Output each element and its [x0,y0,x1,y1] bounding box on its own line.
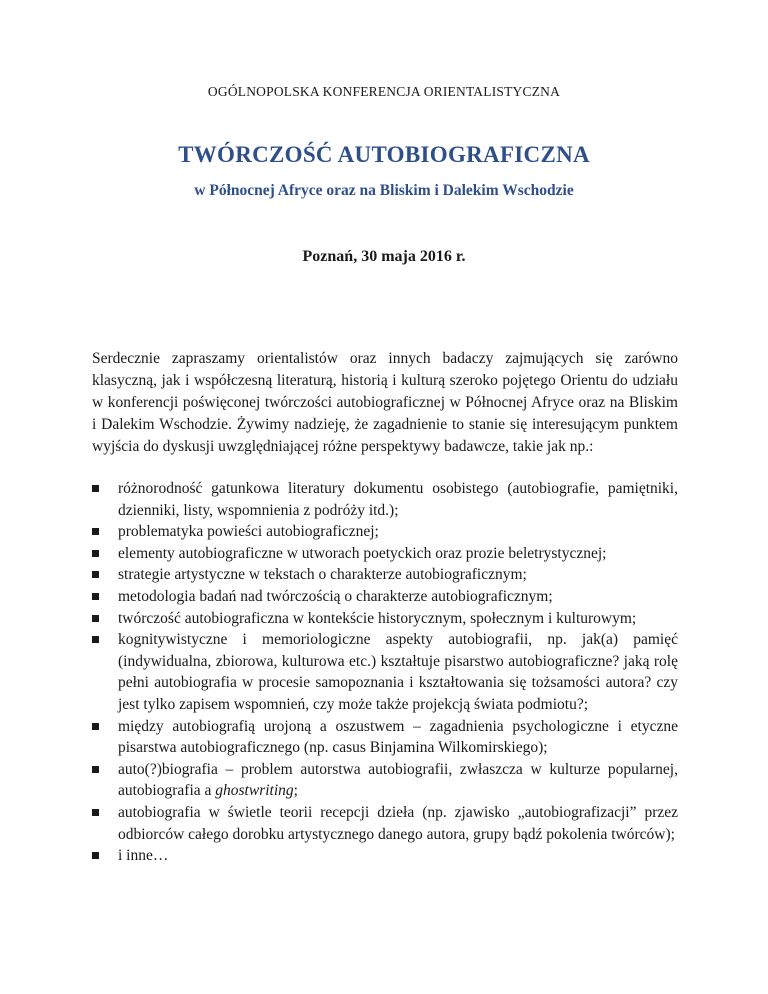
square-bullet-icon [92,528,99,535]
list-item [92,564,678,586]
square-bullet-icon [92,550,99,557]
list-item-text: różnorodność gatunkowa literatury dokumentu osobistego (autobiografie, pamiętniki, dzienniki, listy, wspomnienia z podróży itd.); [118,480,678,519]
square-bullet-icon [92,615,99,622]
list-item-text: i inne… [118,847,169,865]
list-item-text: autobiografia w świetle teorii recepcji dzieła (np. zjawisko „autobiografizacji” przez odbiorców całego dorobku artystycznego danego autora, grupy bądź pokolenia twórców); [118,803,678,843]
intro-paragraph: Serdecznie zapraszamy orientalistów oraz innych badaczy zajmujących się zarówno klasyczną, jak i współczesną literaturą, historią i kulturą szeroko pojętego Orientu do udziału w konferencji poświęconej twórczości autobiograficznej w Północnej Afryce oraz na Bliskim i Dalekim Wschodzie. Żywimy nadzieję, że zagadnienie to stanie się interesującym punktem wyjścia do dyskusji uwzględniającej różne perspektywy badawcze, takie jak np.: [92,350,678,455]
conference-title: TWÓRCZOŚĆ AUTOBIOGRAFICZNA [178,142,590,167]
list-item [92,521,678,543]
square-bullet-icon [92,809,99,816]
list-item [92,716,678,759]
list-item [92,845,678,867]
square-bullet-icon [92,723,99,730]
list-item-text: między autobiografią urojoną a oszustwem – zagadnienia psychologiczne i etyczne pisarstwa autobiograficznego (np. casus Binjamina Wilkomirskiego); [118,717,678,757]
topics-list [92,478,678,867]
conference-subtitle: w Północnej Afryce oraz na Bliskim i Dalekim Wschodzie [194,182,574,199]
ghostwriting-emphasis: ghostwriting [215,782,294,800]
list-item [92,608,678,630]
square-bullet-icon [92,485,99,492]
list-item [92,478,678,521]
square-bullet-icon [92,766,99,773]
list-item-text: kognitywistyczne i memoriologiczne aspekty autobiografii, np. jak(a) pamięć (indywidualna, zbiorowa, kulturowa etc.) kształtuje pisarstwo autobiograficzne? jaką rolę pełni autobiografia w procesie samopoznania i kształtowania się tożsamości autora? czy jest tylko zapisem wspomnień, czy może także projekcją świata podmiotu?; [118,631,678,713]
list-item [92,629,678,715]
list-item [92,802,678,845]
conference-overline: OGÓLNOPOLSKA KONFERENCJA ORIENTALISTYCZNA [207,84,561,99]
list-item-text: auto(?)biografia – problem autorstwa autobiografii, zwłaszcza w kulturze popularnej, autobiografia a ghostwriting; [118,760,678,800]
list-item-text: twórczość autobiograficzna w kontekście historycznym, społecznym i kulturowym; [118,609,637,627]
list-item-text: problematyka powieści autobiograficznej; [118,523,379,541]
conference-date: Poznań, 30 maja 2016 r. [302,248,466,265]
square-bullet-icon [92,636,99,643]
list-item [92,759,678,802]
list-item [92,586,678,608]
list-item-text: strategie artystyczne w tekstach o charakterze autobiograficznym; [118,566,527,584]
square-bullet-icon [92,852,99,859]
list-item-text: metodologia badań nad twórczością o charakterze autobiograficznym; [118,587,553,605]
square-bullet-icon [92,593,99,600]
list-item [92,543,678,565]
square-bullet-icon [92,571,99,578]
list-item-text: elementy autobiograficzne w utworach poetyckich oraz prozie beletrystycznej; [118,544,607,562]
